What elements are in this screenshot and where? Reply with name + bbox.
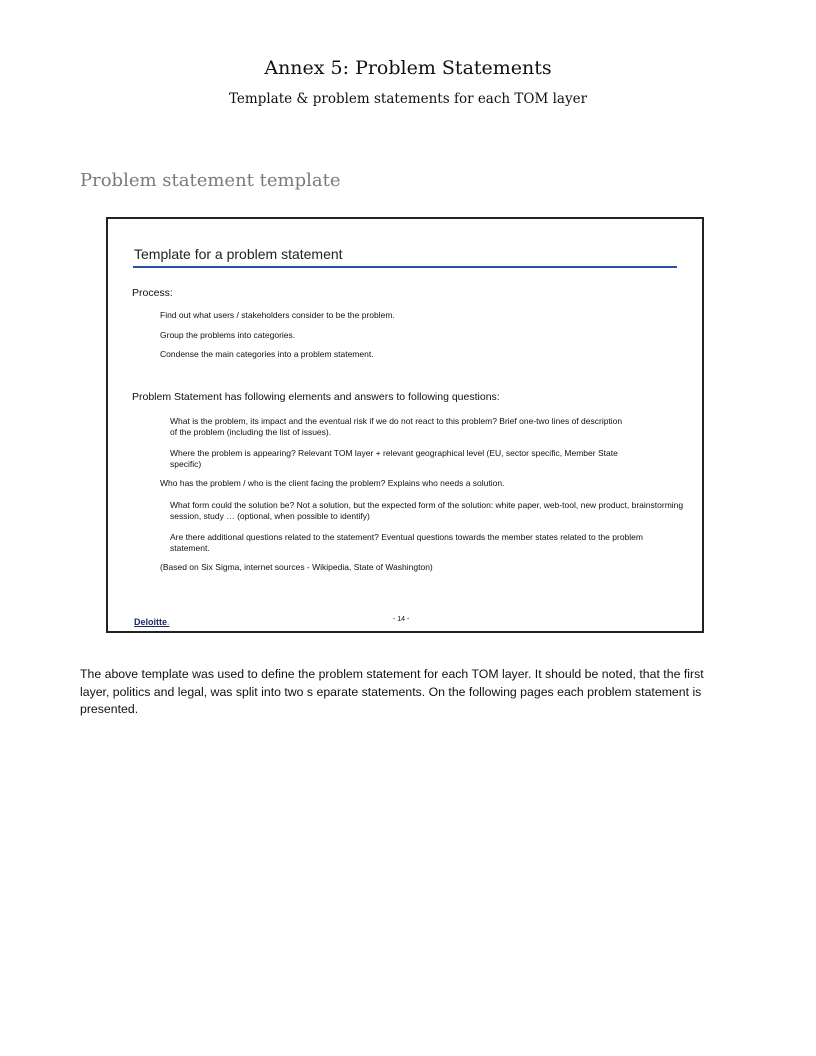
process-step: Group the problems into categories. [160,330,296,340]
source-note: (Based on Six Sigma, internet sources - Wikipedia, State of Washington) [160,562,433,572]
slide-title: Template for a problem statement [134,246,343,262]
question-item: Are there additional questions related to the statement? Eventual questions towards the member states related to the problem statement. [170,532,643,553]
process-step: Find out what users / stakeholders consider to be the problem. [160,310,395,320]
process-step: Condense the main categories into a problem statement. [160,349,374,359]
question-item: Where the problem is appearing? Relevant TOM layer + relevant geographical level (EU, sector specific, Member State specific) [170,448,618,469]
problem-statement-heading: Problem Statement has following elements and answers to following questions: [132,391,500,403]
page-subtitle: Template & problem statements for each TOM layer [228,91,588,107]
question-item: What form could the solution be? Not a solution, but the expected form of the solution: white paper, web-tool, new product, brainstorming session, study … (optional, when possible to identify) [170,500,684,521]
page-title: Annex 5: Problem Statements [264,57,552,79]
question-item: What is the problem, its impact and the eventual risk if we do not react to this problem? Brief one-two lines of description of the problem (including the list of issues). [170,416,623,437]
slide-page-number: - 14 - [393,616,410,623]
deloitte-logo: Deloitte. [134,617,170,627]
slide-title-underline [133,266,677,268]
body-paragraph: The above template was used to define the problem statement for each TOM layer. It should be noted, that the first layer, politics and legal, was split into two s eparate statements. On the following pages each problem statement is presented. [80,667,704,716]
section-heading: Problem statement template [80,170,341,191]
question-item: Who has the problem / who is the client facing the problem? Explains who needs a solution. [160,478,505,488]
process-label: Process: [132,287,173,299]
embedded-slide [106,217,704,633]
